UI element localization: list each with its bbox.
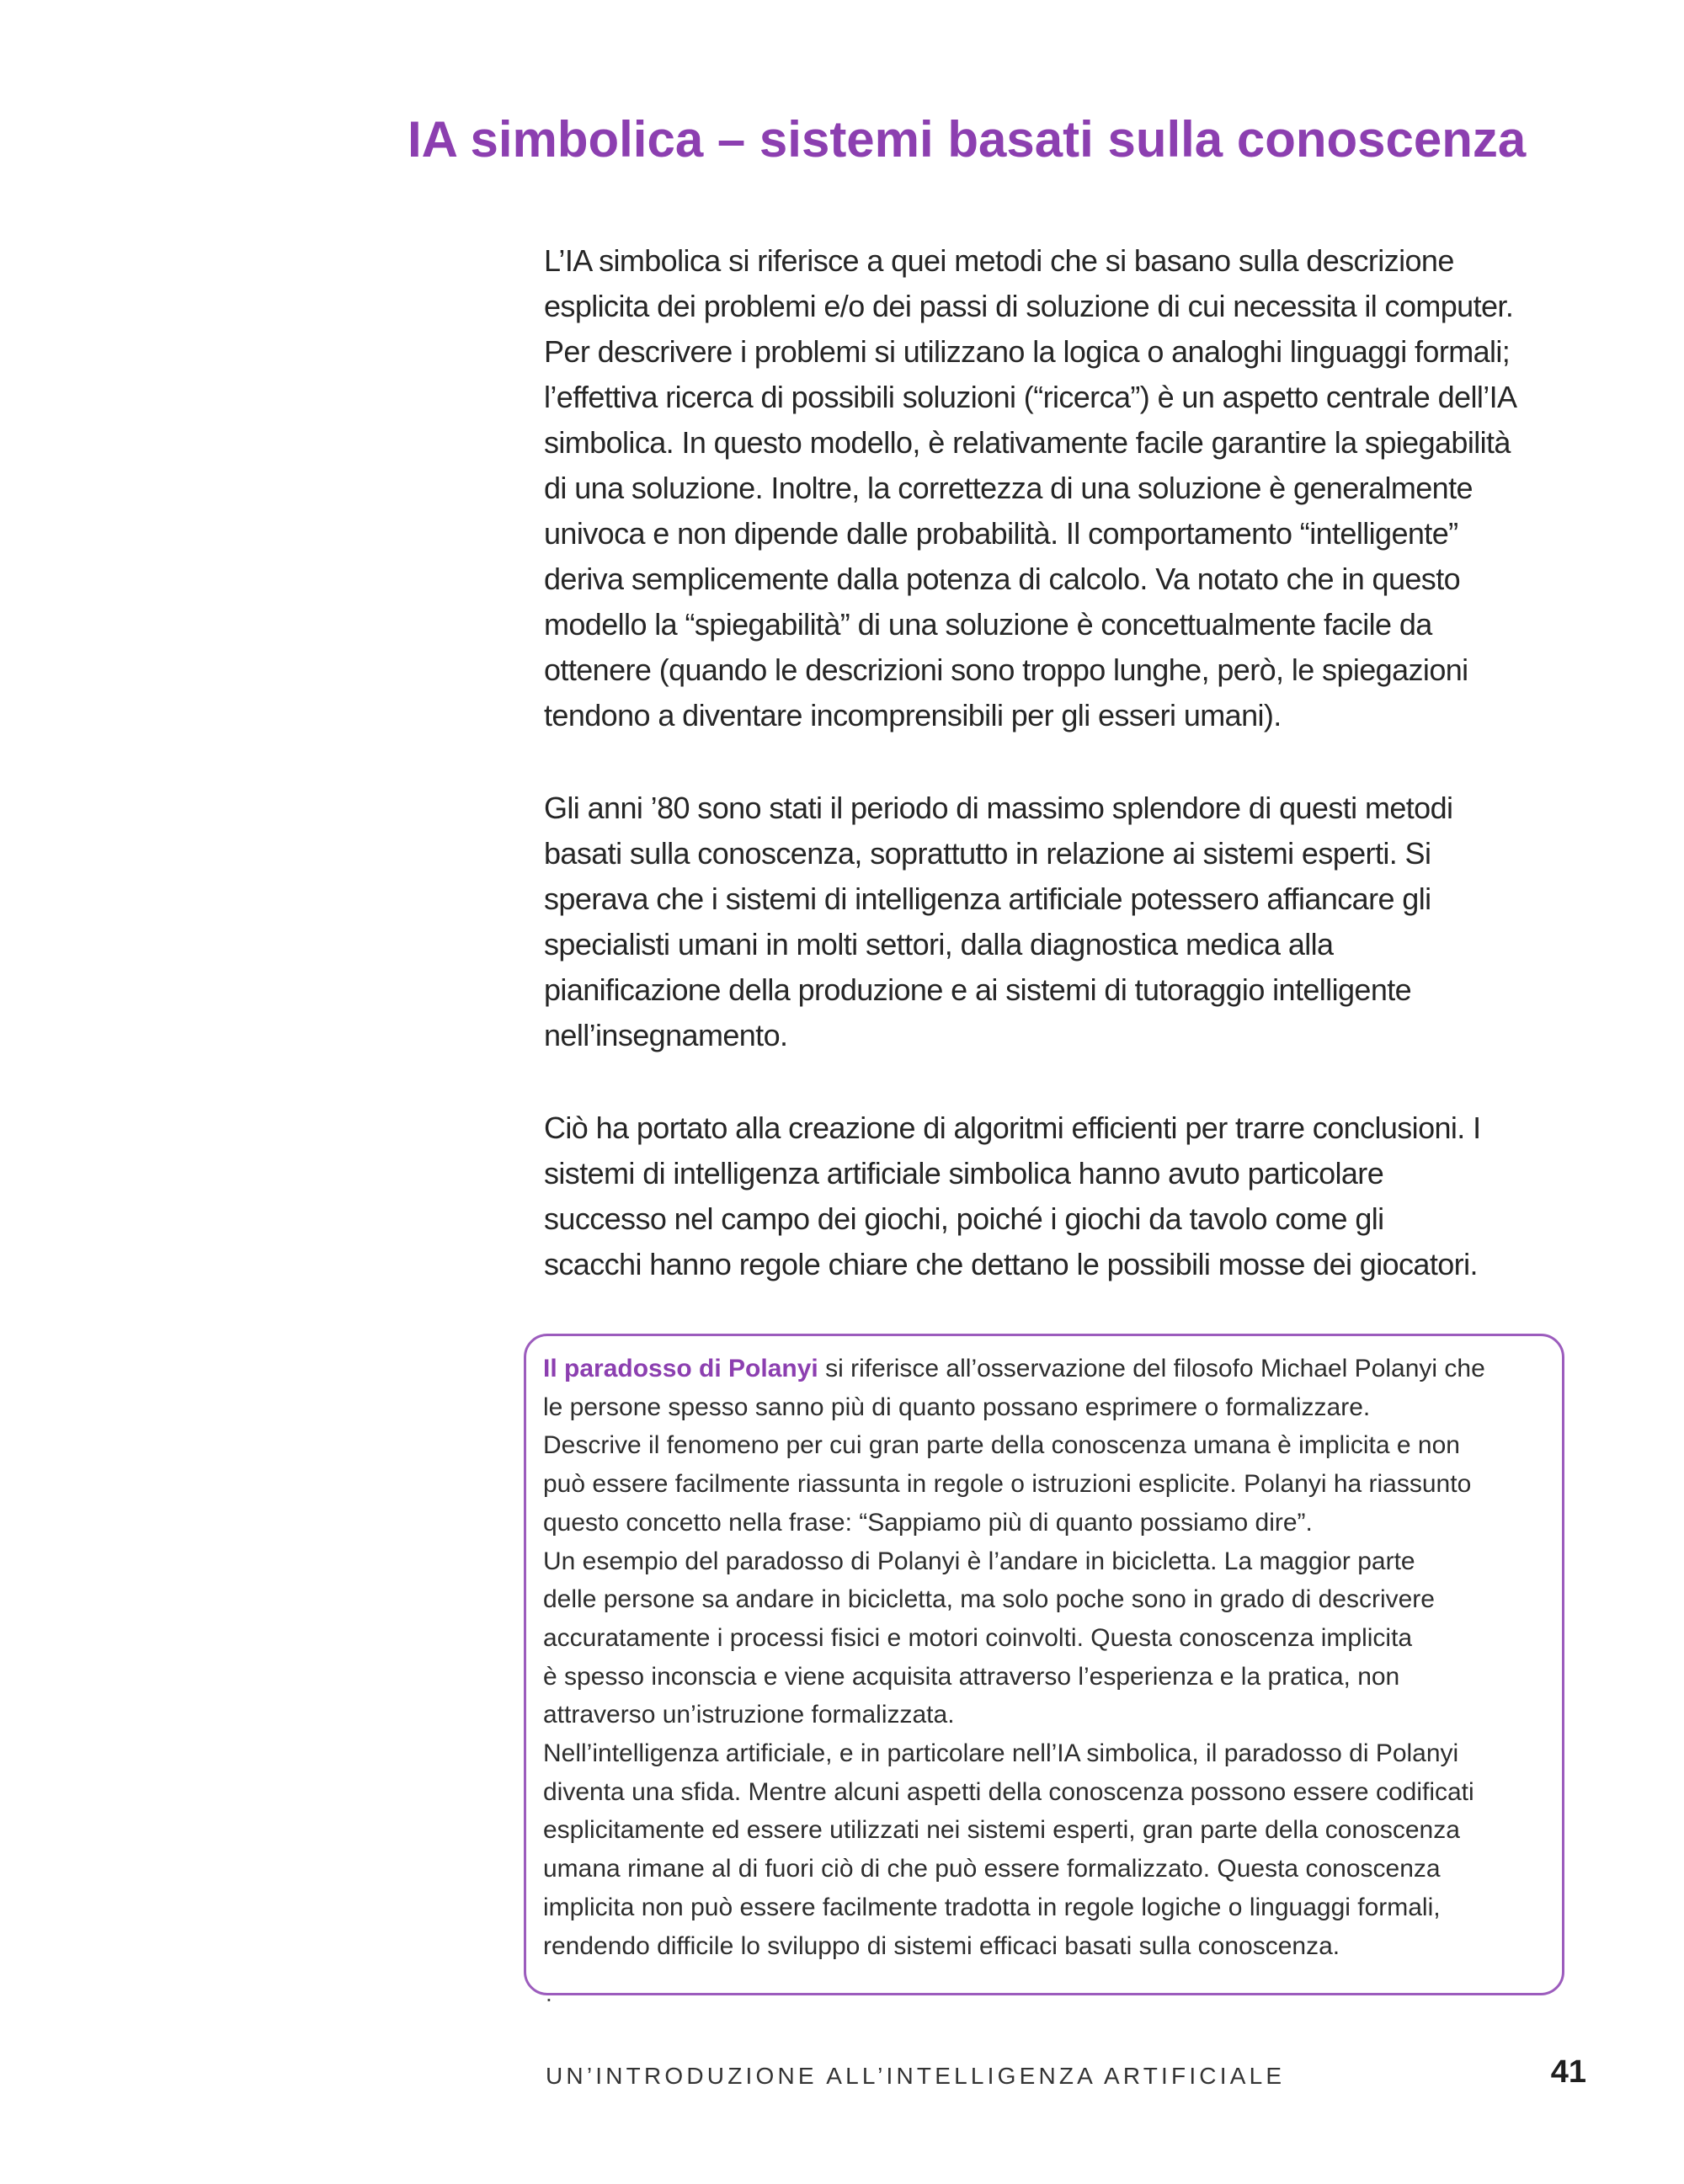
polanyi-paradox-callout	[524, 1334, 1564, 1995]
callout-line: attraverso un’istruzione formalizzata.	[543, 1701, 955, 1729]
callout-line: umana rimane al di fuori ciò di che può essere formalizzato. Questa conoscenza	[543, 1855, 1441, 1883]
text-line: modello la “spiegabilità” di una soluzione è concettualmente facile da	[544, 607, 1432, 642]
callout-line: diventa una sfida. Mentre alcuni aspetti della conoscenza possono essere codificati	[543, 1777, 1474, 1806]
text-line: basati sulla conoscenza, soprattutto in relazione ai sistemi esperti. Si	[544, 836, 1431, 871]
text-line: Per descrivere i problemi si utilizzano la logica o analoghi linguaggi formali;	[544, 334, 1511, 369]
page-title: IA simbolica – sistemi basati sulla conoscenza	[408, 111, 1527, 168]
callout-first-line-text: si riferisce all’osservazione del filosofo Michael Polanyi che	[818, 1355, 1485, 1382]
callout-line: rendendo difficile lo sviluppo di sistemi efficaci basati sulla conoscenza.	[543, 1931, 1340, 1960]
callout-line: accuratamente i processi fisici e motori coinvolti. Questa conoscenza implicita	[543, 1623, 1413, 1652]
text-line: simbolica. In questo modello, è relativamente facile garantire la spiegabilità	[544, 425, 1511, 460]
callout-line: delle persone sa andare in bicicletta, ma solo poche sono in grado di descrivere	[543, 1585, 1435, 1614]
paragraph-games	[544, 1105, 1605, 1287]
paragraph-symbolic-ai	[544, 238, 1605, 738]
text-line: L’IA simbolica si riferisce a quei metodi che si basano sulla descrizione	[544, 243, 1454, 278]
callout-line: esplicitamente ed essere utilizzati nei sistemi esperti, gran parte della conoscenza	[543, 1816, 1460, 1845]
text-line: deriva semplicemente dalla potenza di calcolo. Va notato che in questo	[544, 562, 1461, 596]
callout-line: è spesso inconscia e viene acquisita attraverso l’esperienza e la pratica, non	[543, 1662, 1400, 1691]
text-line: univoca e non dipende dalle probabilità. Il comportamento “intelligente”	[544, 516, 1458, 551]
paragraph-eighties	[544, 786, 1605, 1058]
text-line: ottenere (quando le descrizioni sono troppo lunghe, però, le spiegazioni	[544, 653, 1468, 687]
callout-line: può essere facilmente riassunta in regole o istruzioni esplicite. Polanyi ha riassunto	[543, 1470, 1472, 1499]
footer-book-title: UN’INTRODUZIONE ALL’INTELLIGENZA ARTIFICIALE	[546, 2063, 1286, 2089]
text-line: scacchi hanno regole chiare che dettano le possibili mosse dei giocatori.	[544, 1247, 1478, 1281]
callout-line: implicita non può essere facilmente tradotta in regole logiche o linguaggi formali,	[543, 1893, 1441, 1921]
callout-first-line	[543, 1350, 1562, 1388]
text-line: l’effettiva ricerca di possibili soluzioni (“ricerca”) è un aspetto centrale dell’IA	[544, 380, 1517, 414]
text-line: tendono a diventare incomprensibili per gli esseri umani).	[544, 698, 1282, 732]
text-line: Ciò ha portato alla creazione di algoritmi efficienti per trarre conclusioni. I	[544, 1111, 1481, 1145]
callout-term: Il paradosso di Polanyi	[543, 1355, 818, 1382]
text-line: pianificazione della produzione e ai sistemi di tutoraggio intelligente	[544, 972, 1412, 1007]
text-line: successo nel campo dei giochi, poiché i giochi da tavolo come gli	[544, 1201, 1384, 1236]
body-text	[544, 238, 1605, 1334]
callout-line: le persone spesso sanno più di quanto possano esprimere o formalizzare.	[543, 1393, 1371, 1421]
callout-line: Nell’intelligenza artificiale, e in particolare nell’IA simbolica, il paradosso di Polanyi	[543, 1739, 1459, 1768]
text-line: specialisti umani in molti settori, dalla diagnostica medica alla	[544, 927, 1334, 961]
text-line: sistemi di intelligenza artificiale simbolica hanno avuto particolare	[544, 1156, 1384, 1191]
page-number: 41	[1550, 2054, 1586, 2090]
callout-line: Descrive il fenomeno per cui gran parte della conoscenza umana è implicita e non	[543, 1431, 1460, 1460]
text-line: esplicita dei problemi e/o dei passi di soluzione di cui necessita il computer.	[544, 289, 1514, 323]
callout-line: questo concetto nella frase: “Sappiamo più di quanto possiamo dire”.	[543, 1508, 1313, 1537]
text-line: di una soluzione. Inoltre, la correttezza di una soluzione è generalmente	[544, 471, 1473, 505]
text-line: nell’insegnamento.	[544, 1018, 788, 1052]
text-line: sperava che i sistemi di intelligenza artificiale potessero affiancare gli	[544, 882, 1431, 916]
callout-line: Un esempio del paradosso di Polanyi è l’andare in bicicletta. La maggior parte	[543, 1547, 1415, 1575]
text-line: Gli anni ’80 sono stati il periodo di massimo splendore di questi metodi	[544, 791, 1453, 825]
trailing-mark: .	[546, 1980, 552, 2006]
